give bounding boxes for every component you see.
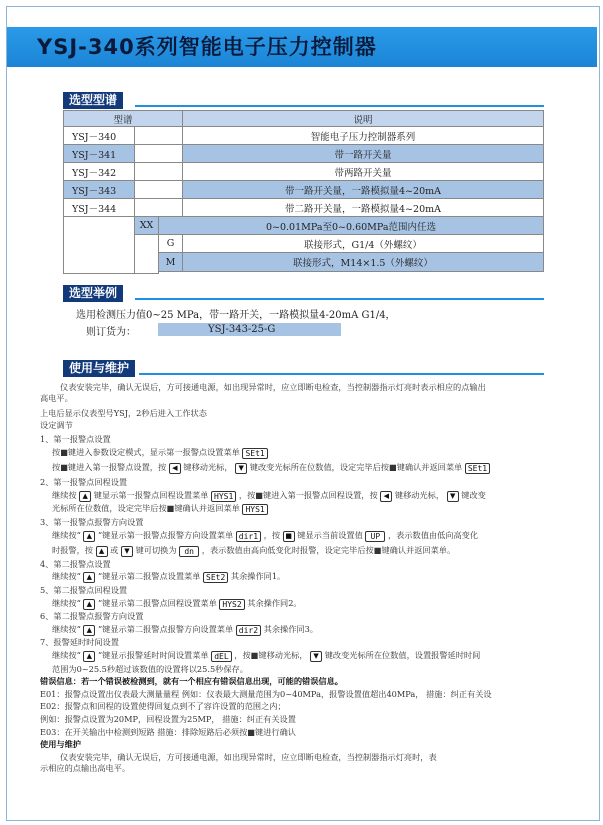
text: 继续按“ (52, 571, 81, 581)
step-2-title: 2、第一报警点回程设置 (40, 477, 128, 487)
error-info-title: 错误信息：若一个错误被检测到，就有一个相应有错误信息出现，可能的错误信息。 (40, 676, 343, 686)
example-order-label: 则订货为： (86, 327, 136, 338)
usage-intro: 高电平。 (40, 393, 73, 403)
up-key-icon: ▲ (83, 531, 95, 542)
text: ，表示数值由低向高变化 (387, 530, 479, 540)
usage2-text: 仪表安装完毕，确认无误后，方可接通电源，如出现异常时，应立即断电检查，当控制器指示灯亮时，表 (60, 752, 437, 762)
text: ，按 (263, 530, 281, 540)
display-seg: UP (365, 531, 385, 542)
step-2-line (52, 490, 486, 502)
text: 按■键进入第一报警点设置，按 (52, 462, 167, 472)
text: 键移动光标， (183, 462, 233, 472)
usage-setup: 设定调节 (40, 420, 73, 430)
table-header-model: 型谱 (63, 110, 183, 127)
up-key-icon: ▲ (96, 546, 108, 557)
table-xx-code: XX (134, 216, 159, 235)
table-g-code: G (158, 234, 183, 253)
text: 光标所在位数值，设定完毕后按■键确认并返回菜单 (52, 503, 240, 513)
text: ，按■键移动光标， (234, 650, 308, 660)
step-1-line (52, 462, 490, 474)
step-3-line (52, 530, 478, 542)
table-row-spacer (134, 144, 183, 163)
step-7-line (52, 650, 480, 662)
step-6-line (52, 624, 318, 636)
text: 键可切换为 (135, 545, 177, 555)
text: 继续按“ (52, 624, 81, 634)
text: 其余操作同1。 (230, 571, 286, 581)
table-m-code: M (158, 252, 183, 272)
text: 继续按“ (52, 650, 81, 660)
error-e01: E01：报警点设置出仪表最大测量量程 例如：仪表最大测量范围为0~40MPa，报警设置值超出40MPa， 措施：纠正有关设 (40, 689, 492, 699)
usage-intro: 仪表安装完毕，确认无误后，方可接通电源，如出现异常时，应立即断电检查，当控制器指示灯亮时表示相应的点输出 (60, 382, 486, 392)
display-seg: SEt1 (242, 448, 267, 459)
down-key-icon: ▼ (310, 651, 322, 662)
text: 其余操作同3。 (263, 624, 318, 634)
table-row-code: YSJ－343 (63, 180, 135, 199)
text: 键改变光标所在位数值，设置报警延时时间 (324, 650, 481, 660)
step-3-title: 3、第一报警点报警方向设置 (40, 517, 144, 527)
display-seg: HYS2 (219, 599, 244, 610)
step-4-title: 4、第二报警点设置 (40, 559, 111, 569)
table-row-desc: 智能电子压力控制器系列 (182, 126, 544, 145)
page-title: YSJ-340系列智能电子压力控制器 (7, 27, 597, 67)
table-row-code: YSJ－342 (63, 162, 135, 181)
display-seg: dir1 (236, 531, 261, 542)
up-key-icon: ▲ (83, 651, 95, 662)
text: 继续按“ (52, 598, 81, 608)
example-line: 选用检测压力值0~25 MPa，带一路开关，一路模拟量4-20mA G1/4， (76, 310, 396, 321)
step-5-title: 5、第二报警点回程设置 (40, 585, 128, 595)
text: 键移动光标， (394, 490, 445, 500)
table-header-desc: 说明 (182, 110, 544, 127)
table-row-code: YSJ－340 (63, 126, 135, 145)
display-seg: SEt2 (203, 572, 228, 583)
down-key-icon: ▼ (447, 491, 459, 502)
text: 继续按 (52, 490, 77, 500)
step-6-title: 6、第二报警点报警方向设置 (40, 611, 144, 621)
table-row-desc: 带一路开关量，一路模拟量4~20mA (182, 180, 544, 199)
text: ”键显示第一报警点报警方向设置菜单 (97, 530, 234, 540)
error-e02-example: 例如：报警点设置为20MP，回程设置为25MP， 措施：纠正有关设置 (40, 714, 296, 724)
section-example-heading: 选型举例 (63, 285, 123, 302)
error-e03: E03：在开关输出中检测到短路 措施：排除短路后必须按■键进行确认 (40, 727, 296, 737)
text: 或 (110, 545, 119, 555)
section-model-heading: 选型型谱 (63, 92, 123, 109)
table-row-spacer (134, 162, 183, 181)
usage2-title: 使用与维护 (40, 739, 81, 749)
up-key-icon: ▲ (83, 572, 95, 583)
display-seg: HYS1 (211, 491, 236, 502)
text: 键显示第一报警点回程设置菜单 (93, 490, 209, 500)
text: 按■键进入参数设定模式，显示第一报警点设置菜单 (52, 447, 240, 457)
text: ”键显示报警延时时间设置菜单 (97, 650, 209, 660)
text: 键改变 (461, 490, 486, 500)
text: ”键显示第二报警点报警方向设置菜单 (97, 624, 234, 634)
table-tree-mid (134, 234, 159, 274)
order-code: YSJ-343-25-G (158, 323, 341, 336)
usage2-text: 示相应的点输出高电平。 (40, 763, 131, 773)
table-row-desc: 带二路开关量，一路模拟量4~20mA (182, 198, 544, 217)
table-row-spacer (134, 198, 183, 217)
text: 键改变光标所在位数值，设定完毕后按■键确认并返回菜单 (249, 462, 463, 472)
step-4-line (52, 571, 285, 583)
table-m-desc: 联接形式，M14×1.5（外螺纹） (182, 252, 544, 272)
error-e02: E02：报警点和回程的设置使得回复点到不了容许设置的范围之内； (40, 701, 286, 711)
text: ，按■键进入第一报警点回程设置，按 (238, 490, 378, 500)
section-divider (139, 373, 544, 375)
section-divider (135, 298, 544, 300)
table-row-code: YSJ－341 (63, 144, 135, 163)
display-seg: dEL (211, 651, 231, 662)
section-usage-heading: 使用与维护 (63, 360, 135, 377)
display-seg: dn (179, 546, 199, 557)
table-xx-desc: 0~0.01MPa至0~0.60MPa范围内任选 (158, 216, 544, 235)
table-tree-left (63, 216, 135, 274)
step-5-line (52, 598, 302, 610)
step-2-line (52, 503, 268, 515)
table-row-desc: 带两路开关量 (182, 162, 544, 181)
left-key-icon: ◀ (169, 463, 181, 474)
down-key-icon: ▼ (235, 463, 247, 474)
step-7-line: 范围为0~25.5秒超过该数值的设置将以25.5秒保存。 (52, 664, 248, 674)
text: ，表示数值由高向低变化时报警，设定完毕后按■键确认并返回菜单。 (201, 545, 456, 555)
table-row-code: YSJ－344 (63, 198, 135, 217)
table-row-spacer (134, 180, 183, 199)
down-key-icon: ▼ (121, 546, 133, 557)
text: 时报警，按 (52, 545, 93, 555)
up-key-icon: ▲ (79, 491, 91, 502)
step-3-line (52, 545, 455, 557)
display-seg: SEt1 (465, 463, 490, 474)
text: 继续按“ (52, 530, 81, 540)
left-key-icon: ◀ (380, 491, 392, 502)
table-g-desc: 联接形式，G1/4（外螺纹） (182, 234, 544, 253)
up-key-icon: ▲ (83, 625, 95, 636)
display-seg: dir2 (236, 625, 261, 636)
up-key-icon: ▲ (83, 599, 95, 610)
step-1-line (52, 447, 268, 459)
table-row-spacer (134, 126, 183, 145)
set-key-icon: ■ (283, 531, 295, 542)
section-divider (135, 105, 544, 107)
text: 其余操作同2。 (247, 598, 302, 608)
display-seg: HYS1 (242, 504, 267, 515)
step-1-title: 1、第一报警点设置 (40, 434, 111, 444)
step-7-title: 7、报警延时时间设置 (40, 637, 119, 647)
text: ”键显示第二报警点设置菜单 (97, 571, 201, 581)
table-row-desc: 带一路开关量 (182, 144, 544, 163)
usage-startup: 上电后显示仪表型号YSJ，2秒后进入工作状态 (40, 408, 207, 418)
text: ”键显示第二报警点回程设置菜单 (97, 598, 217, 608)
text: 键显示当前设置值 (297, 530, 363, 540)
